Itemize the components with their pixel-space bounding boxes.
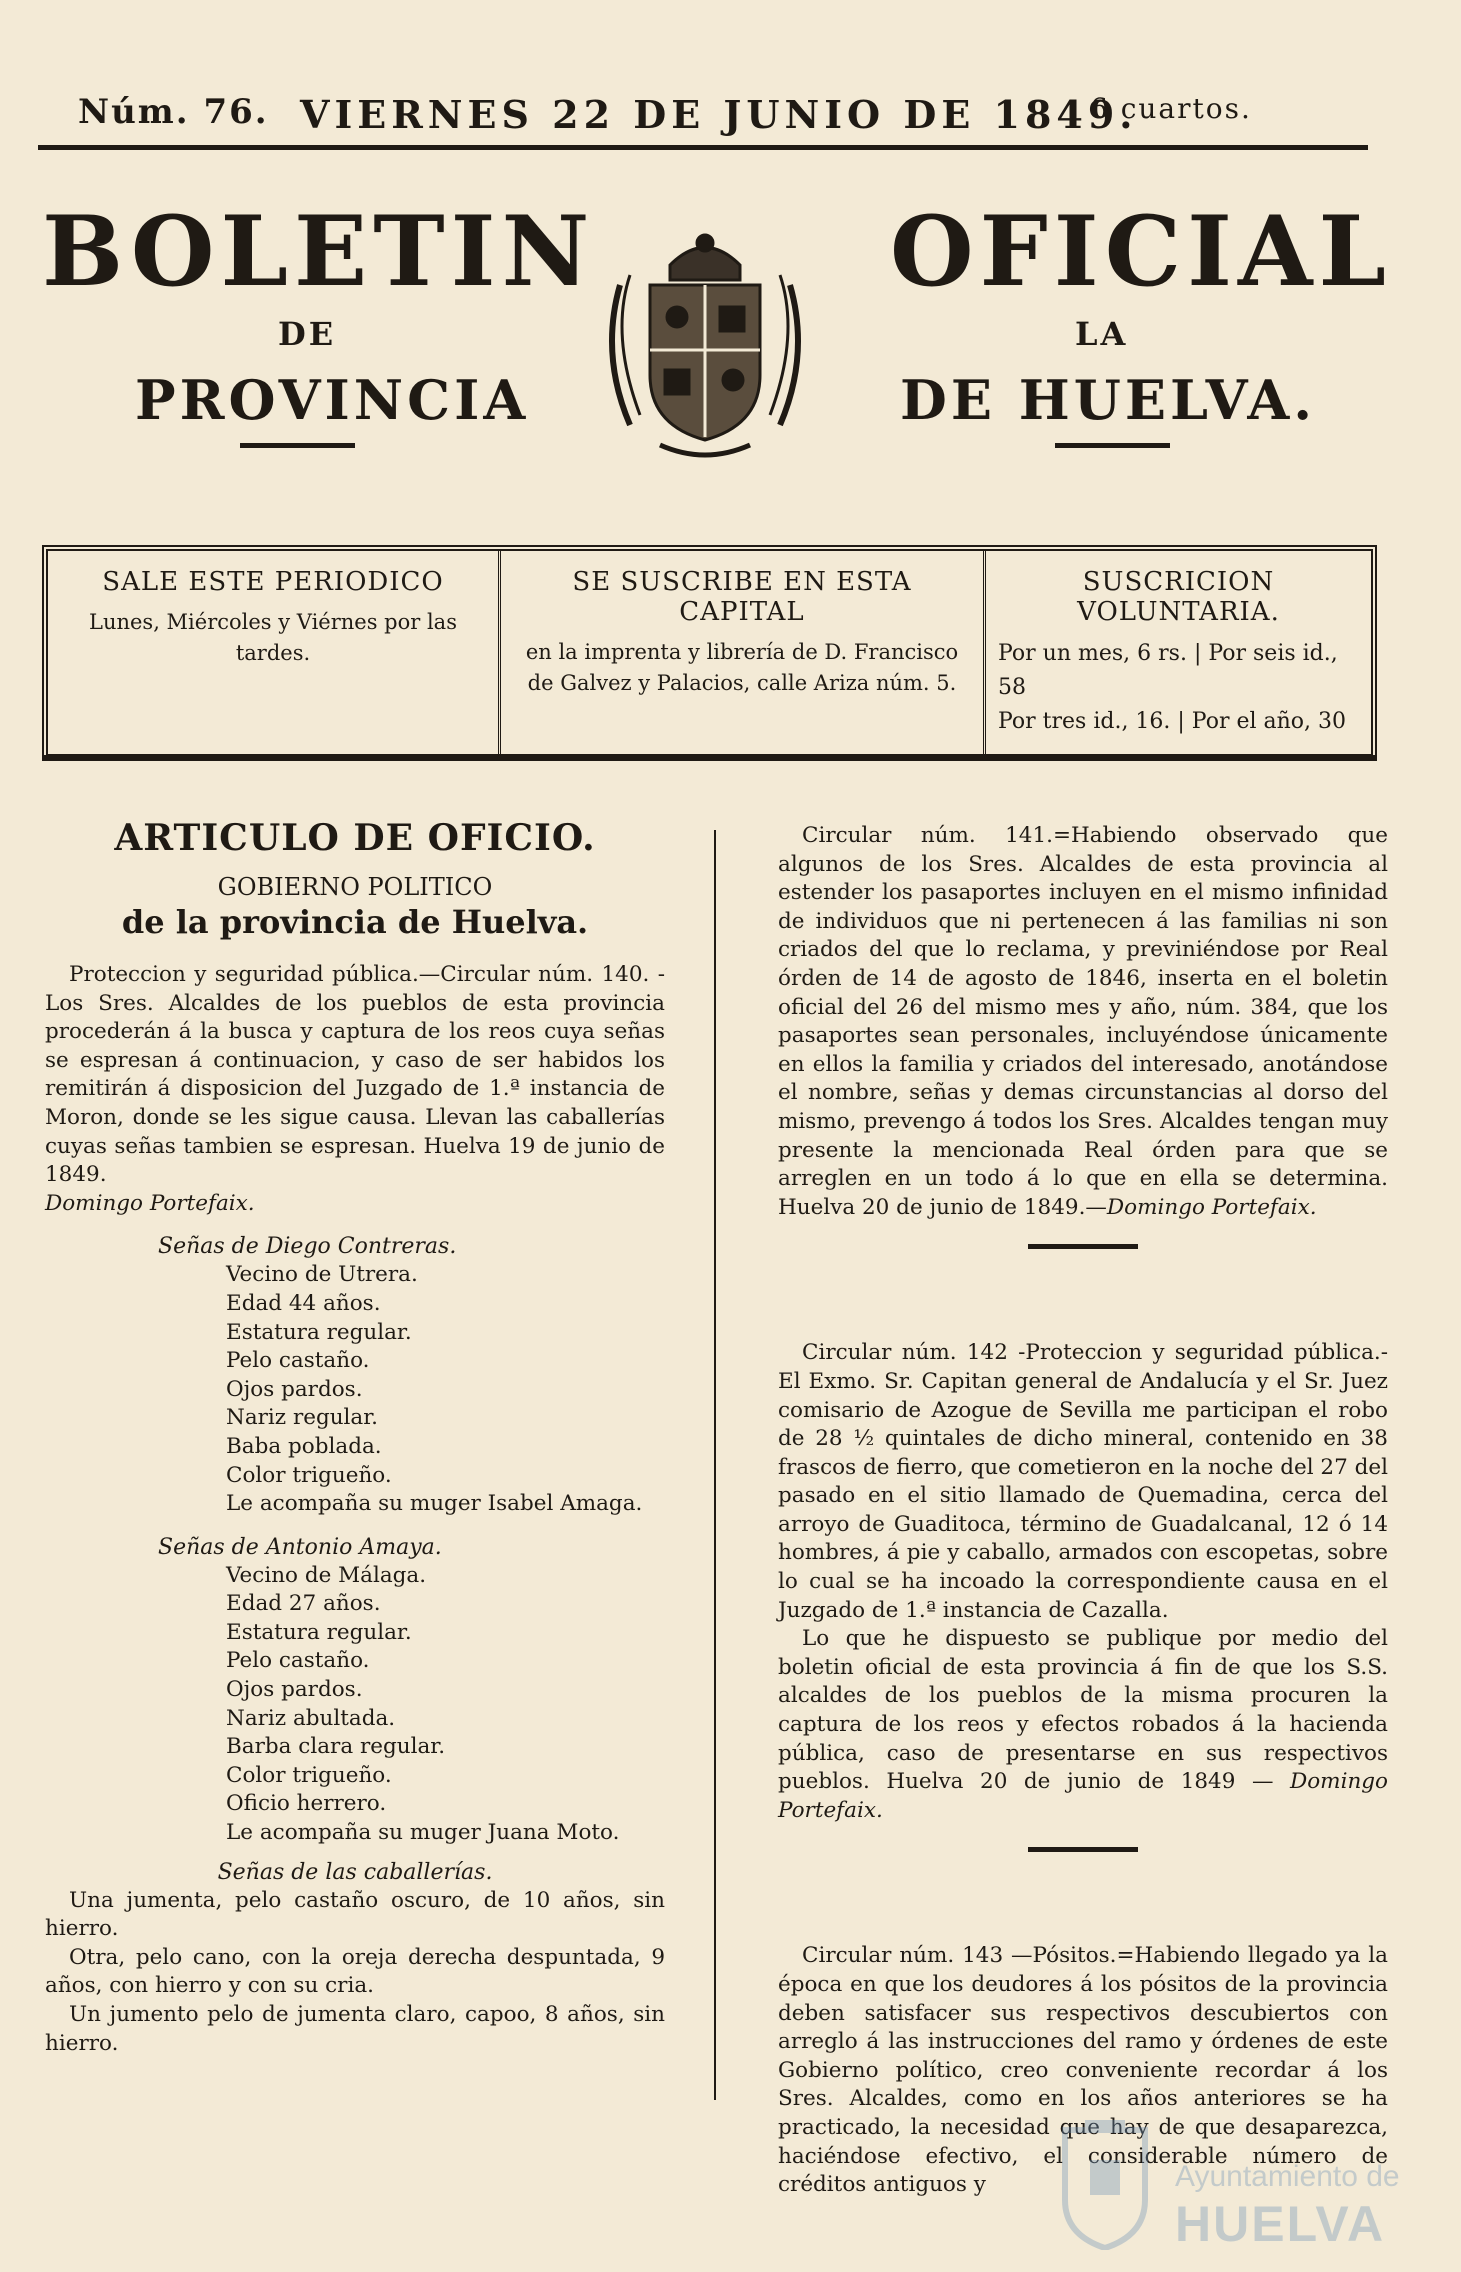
list-item: Ojos pardos. [226,1677,363,1703]
subscription-price-row: Por tres id., 16. | Por el año, 30 [998,709,1347,734]
masthead-dash-left [240,443,355,448]
subscription-prices [983,551,1371,754]
government-heading: GOBIERNO POLITICO [217,873,493,901]
masthead-dash-right [1055,443,1170,448]
caballeria-item: Una jumenta, pelo castaño oscuro, de 10 años, sin hierro. [45,1887,665,1942]
spacer [778,1882,1388,1942]
circular-143-text: Circular núm. 143 —Pósitos.=Habiendo llegado ya la época en que los deudores á los pósitos de la provincia deben satisfacer sus respectivos descubiertos con arreglo á las instrucciones del ramo y órdenes de este Gobierno político, creo conveniente recordar á los Sres. Alcaldes, como en los años anteriores se ha practicado, la necesidad que hay de que desaparezca, haciéndose efectivo, el considerable número de créditos antiguos y [778,1943,1388,2198]
subscription-box [42,545,1377,760]
list-item: Nariz abultada. [226,1705,396,1731]
masthead-provincia: PROVINCIA [135,368,530,432]
circular-140-text: Proteccion y seguridad pública.—Circular núm. 140. -Los Sres. Alcaldes de los pueblos de esta provincia procederán á la busca y captura de los reos cuya señas se espresan á continuacion, y caso de ser habidos los remitirán á disposicion del Juzgado de 1.ª instancia de Moron, donde se les sigue causa. Llevan las caballerías cuyas señas tambien se espresan. Huelva 19 de junio de 1849. [45,962,665,1188]
signature: Domingo Portefaix. [1106,1194,1317,1220]
description-antonio [158,1533,665,1848]
circular-141-body: Circular núm. 141.=Habiendo observado que algunos de los Sres. Alcaldes de esta provincia al estender los pasaportes incluyen en el mismo infinidad de individuos que ni pertenecen á las familias ni son criados del que lo reclama, y previniéndose por Real órden de 14 de agosto de 1846, inserta en el boletin oficial del 26 del mismo mes y año, núm. 384, que los pasaportes sean personales, incluyéndose únicamente en ellos la familia y criados del interesado, anotándose el nombre, señas y demas circunstancias al dorso del mismo, prevengo á todos los Sres. Alcaldes tengan muy presente la mencionada Real órden para que se arreglen en un todo á lo que en ella se determina. Huelva 20 de junio de [778,823,1388,1220]
left-column [45,815,665,2058]
list-item: Pelo castaño. [226,1348,370,1374]
masthead-oficial: OFICIAL [890,195,1392,308]
section-title: ARTICULO DE OFICIO. [114,817,596,859]
subscription-location [498,551,983,754]
subscription-price-row: Por un mes, 6 rs. | Por seis id., 58 [998,641,1338,700]
masthead-de: DE [278,315,337,353]
section-divider [1028,1244,1138,1249]
list-item: Barba clara regular. [226,1734,446,1760]
right-column [778,822,1388,2200]
list-item: Estatura regular. [226,1619,412,1645]
box-rule [42,755,1377,761]
watermark-line2: HUELVA [1175,2196,1386,2252]
description-title: Señas de Diego Contreras. [158,1234,457,1260]
province-heading: de la provincia de Huelva. [121,903,589,941]
circular-142-followup [778,1625,1388,1825]
list-item: Le acompaña su muger Isabel Amaga. [226,1491,643,1517]
description-title: Señas de Antonio Amaya. [158,1534,442,1560]
circular-141-end: 1849.— [1023,1194,1107,1220]
issue-date: VIERNES 22 DE JUNIO DE 1849. [300,92,1138,137]
signature: Domingo Portefaix. [778,1769,1388,1823]
column-separator [714,830,716,2100]
subscription-location-title: SE SUSCRIBE EN ESTA CAPITAL [572,567,912,627]
description-diego [158,1232,665,1518]
issue-line [40,92,1370,140]
list-item: Color trigueño. [226,1762,392,1788]
list-item: Le acompaña su muger Juana Moto. [226,1820,620,1846]
circular-142-text: Circular núm. 142 -Proteccion y seguridad pública.- El Exmo. Sr. Capitan general de Andalucía y el Sr. Juez comisario de Azogue de Sevilla me participan el robo de 28 ½ quintales de dicho mineral, contenido en 38 frascos de fierro, que cometieron en la noche del 27 del pasado en el sitio llamado de Quemadina, cerca del arroyo de Guaditoca, término de Guadalcanal, 12 ó 14 hombres, á pie y caballo, armados con escopetas, sobre lo cual se ha incoado la correspondiente causa en el Juzgado de 1.ª instancia de Cazalla. [778,1340,1388,1623]
top-rule [38,145,1368,150]
masthead-huelva: DE HUELVA. [900,368,1317,432]
caballerias-title: Señas de las caballerías. [217,1859,493,1885]
publication-days-text: Lunes, Miércoles y Viérnes por las tardes. [89,610,457,665]
list-item: Nariz regular. [226,1405,379,1431]
spacer [778,1279,1388,1339]
masthead-la: LA [1075,315,1129,353]
caballeria-item: Un jumento pelo de jumenta claro, capoo, 8 años, sin hierro. [45,2002,665,2056]
list-item: Baba poblada. [226,1433,382,1459]
list-item: Vecino de Málaga. [226,1562,427,1588]
coat-of-arms-icon [590,225,820,460]
list-item: Ojos pardos. [226,1376,363,1402]
archive-watermark [1055,2110,1400,2260]
watermark-line1: Ayuntamiento de [1175,2160,1400,2193]
city-shield-icon [1055,2110,1155,2250]
list-item: Edad 44 años. [226,1290,381,1316]
subscription-prices-title: SUSCRICION VOLUNTARIA. [1077,567,1280,627]
caballeria-item: Otra, pelo cano, con la oreja derecha despuntada, 9 años, con hierro y con su cria. [45,1944,665,1999]
list-item: Vecino de Utrera. [226,1262,418,1288]
issue-number: Núm. 76. [78,92,269,132]
list-item: Oficio herrero. [226,1791,387,1817]
publication-days-title: SALE ESTE PERIODICO [102,567,444,597]
circular-141-text [778,822,1388,1222]
subscription-location-text: en la imprenta y librería de D. Francisco de Galvez y Palacios, calle Ariza núm. 5. [525,640,959,695]
masthead-boletin: BOLETIN [42,195,596,308]
publication-days [48,551,498,754]
list-item: Pelo castaño. [226,1648,370,1674]
list-item: Estatura regular. [226,1319,412,1345]
list-item: Color trigueño. [226,1462,392,1488]
list-item: Edad 27 años. [226,1591,381,1617]
section-divider [1028,1847,1138,1852]
issue-price: 6 cuartos. [1090,92,1252,125]
signature: Domingo Portefaix. [45,1190,255,1216]
circular-142-body: Lo que he dispuesto se publique por medio del boletin oficial de esta provincia á fin de que los S.S. alcaldes de los pueblos de la misma procuren la captura de los reos y efectos robados á la hacienda pública, caso de presentarse en sus respectivos pueblos. Huelva 20 de junio de 1849 — [778,1626,1388,1795]
